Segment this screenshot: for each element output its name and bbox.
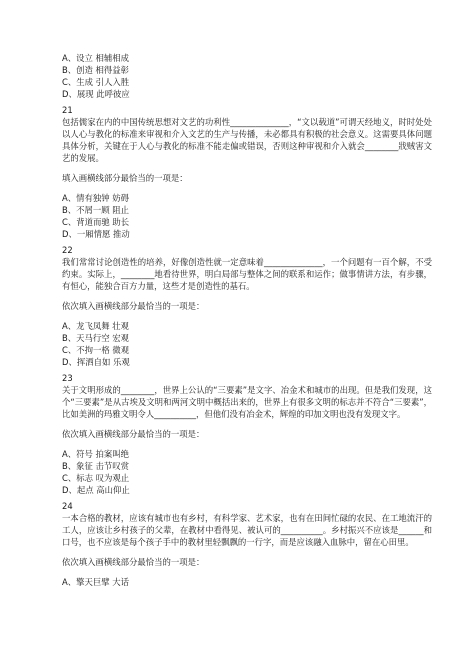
option-line: B、象征 击节叹赏 <box>62 461 130 471</box>
option-line: A、符号 拍案叫绝 <box>62 449 130 459</box>
option-line: D、挥洒自如 乐观 <box>62 357 130 367</box>
question-number: 24 <box>62 501 73 511</box>
question-stem: 我们常常讨论创造性的培养，好像创造性就一定意味着______________，一个问题有一百个解，不受约束。实际上，________地看待世界，明白局部与整体之间的联系和运作；做事情讲方法，有步骤，有恒心，能独合百方力量，这些才是创造性的基石。 <box>62 257 432 291</box>
question-stem: 一本合格的教材，应该有城市也有乡村，有科学家、艺术家，也有在田间忙碌的农民、在工地流汗的工人，应该让乡村孩子的父辈，在教材中看得见、被认可的__________。乡村振兴不应该是______和口号，也不应该是每个孩子手中的教材里轻飘飘的一行字，而是应该融入血脉中，留在心田里。 <box>62 513 432 547</box>
option-line: A、龙飞凤舞 壮观 <box>62 321 130 331</box>
question-21 <box>62 104 432 240</box>
option-line: A、设立 相辅相成 <box>62 53 130 63</box>
option-line: B、创造 相得益彰 <box>62 65 130 75</box>
question-23 <box>62 372 432 496</box>
question-prompt: 依次填入画横线部分最恰当的一项是： <box>62 429 205 439</box>
option-line: D、起点 高山仰止 <box>62 485 130 495</box>
question-prompt: 填入画横线部分最恰当的一项是： <box>62 173 188 183</box>
question-prompt: 依次填入画横线部分最恰当的一项是： <box>62 557 205 567</box>
question-number: 22 <box>62 245 73 255</box>
question-prompt: 依次填入画横线部分最恰当的一项是： <box>62 301 205 311</box>
option-line: A、擎天巨擘 大话 <box>62 577 130 587</box>
question-stem: 关于文明形成的________，世界上公认的“三要素”是文字、冶金术和城市的出现。但是我们发现，这个“三要素”是从古埃及文明和两河文明中概括出来的，世界上有很多文明的标志并不符合“三要素”，比如美洲的玛雅文明令人__________，但他们没有冶金术，辉煌的印加文明也没有发现文字。 <box>62 385 432 419</box>
previous-question-options <box>62 52 432 100</box>
option-line: A、情有独钟 妨碍 <box>62 193 130 203</box>
option-line: C、标志 叹为观止 <box>62 473 130 483</box>
option-line: D、一厢情愿 推动 <box>62 229 130 239</box>
option-line: C、背道而驰 助长 <box>62 217 130 227</box>
question-24 <box>62 500 432 588</box>
option-line: B、不屑一顾 阻止 <box>62 205 130 215</box>
option-line: D、展现 此呼彼应 <box>62 89 130 99</box>
option-line: C、生成 引人入胜 <box>62 77 130 87</box>
question-stem: 包括儒家在内的中国传统思想对文艺的功利性______________，“文以载道”可谓天经地义，时时处处以人心与教化的标准来审视和介入文艺的生产与传播，未必都具有积极的社会意义。这需要具体问题具体分析，关键在于人心与教化的标准不能走偏或错误，否则这种审视和介入就会________戕贼害文艺的发展。 <box>62 117 432 163</box>
question-number: 21 <box>62 105 73 115</box>
question-number: 23 <box>62 373 73 383</box>
option-line: C、不拘一格 微观 <box>62 345 130 355</box>
question-22 <box>62 244 432 368</box>
option-line: B、天马行空 宏观 <box>62 333 130 343</box>
